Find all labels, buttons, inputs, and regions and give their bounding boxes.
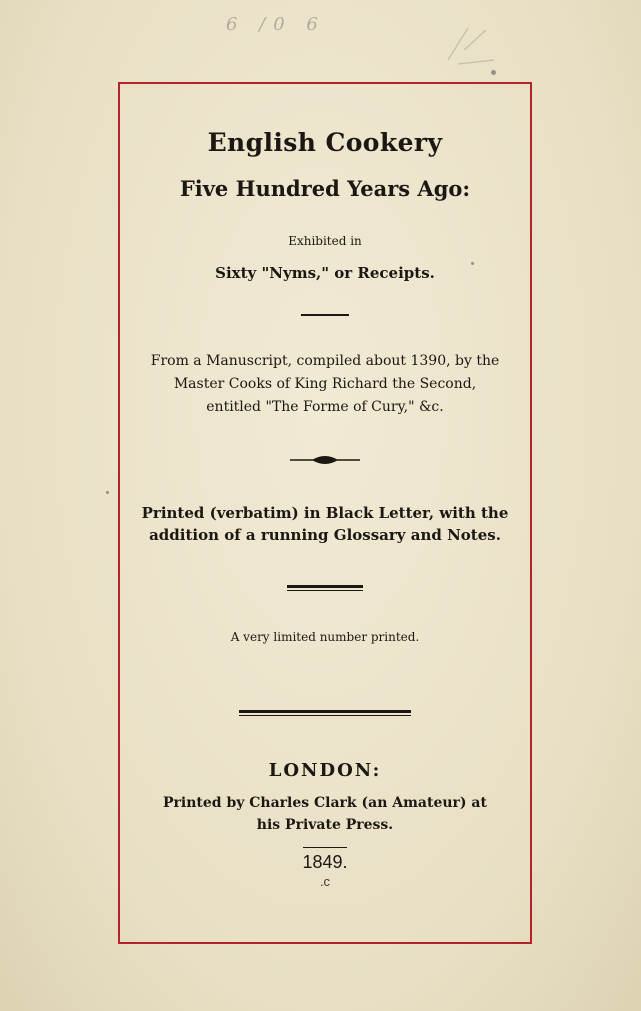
divider-year: [303, 847, 347, 848]
title-page: [120, 84, 530, 942]
printer-line-1: Printed by Charles Clark (an Amateur) at: [163, 795, 487, 811]
ink-dot: [491, 70, 496, 75]
printed-line-2: addition of a running Glossary and Notes.: [149, 526, 501, 544]
printer-statement: [120, 792, 530, 836]
pencil-mark: .c: [319, 874, 331, 889]
printing-description: [120, 502, 530, 546]
printed-line-1: Printed (verbatim) in Black Letter, with the: [141, 504, 509, 522]
pencil-scribble: [440, 20, 500, 70]
divider-double-thick: [287, 585, 363, 588]
book-subtitle: Five Hundred Years Ago:: [179, 176, 471, 201]
imprint-place: LONDON:: [268, 760, 382, 781]
pencil-annotation: 6 /0 6: [226, 14, 326, 35]
publication-year: 1849.: [302, 852, 348, 872]
ink-dot: [106, 491, 109, 494]
receipts-line: Sixty "Nyms," or Receipts.: [215, 264, 435, 282]
divider-double-thin: [287, 590, 363, 591]
book-title: English Cookery: [207, 128, 443, 157]
divider-short: [301, 314, 349, 316]
source-description: [120, 350, 530, 419]
limited-edition-note: A very limited number printed.: [230, 630, 420, 644]
divider-long-thick: [239, 710, 411, 713]
divider-long-thin: [239, 715, 411, 716]
source-line-3: entitled "The Forme of Cury," &c.: [206, 399, 444, 415]
source-line-2: Master Cooks of King Richard the Second,: [173, 376, 477, 392]
printer-line-2: his Private Press.: [256, 817, 394, 833]
ornament-flourish: [290, 450, 360, 470]
source-line-1: From a Manuscript, compiled about 1390, by the: [150, 353, 500, 369]
exhibited-text: Exhibited in: [288, 234, 362, 248]
